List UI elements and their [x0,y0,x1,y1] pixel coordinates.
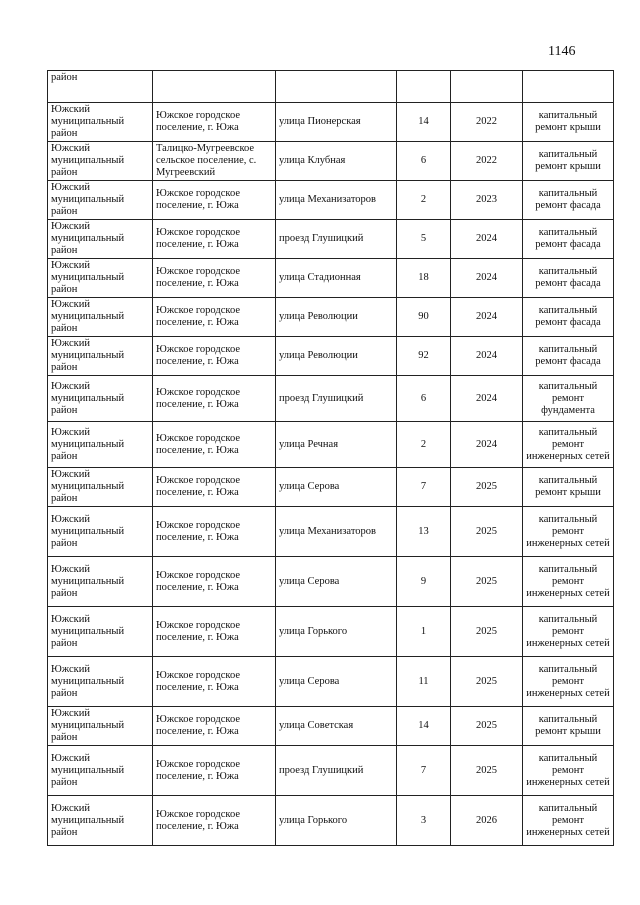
settlement-cell: Южское городское поселение, г. Южа [153,103,276,142]
district-cell: Южский муниципальный район [48,796,153,846]
house-number-cell: 18 [397,259,451,298]
repair-schedule-table [47,70,614,846]
table-row [48,142,614,181]
table-row [48,376,614,422]
street-cell: улица Горького [276,607,397,657]
house-number-cell: 5 [397,220,451,259]
table-row [48,707,614,746]
district-cell: Южский муниципальный район [48,507,153,557]
settlement-cell: Южское городское поселение, г. Южа [153,468,276,507]
continued-row [48,71,614,103]
house-number-cell: 13 [397,507,451,557]
street-cell: улица Горького [276,796,397,846]
house-number-cell: 7 [397,468,451,507]
year-cell: 2024 [451,422,523,468]
settlement-cell: Южское городское поселение, г. Южа [153,298,276,337]
year-cell: 2024 [451,220,523,259]
street-cell: улица Революции [276,298,397,337]
table-row [48,557,614,607]
settlement-cell: Южское городское поселение, г. Южа [153,796,276,846]
table-row [48,337,614,376]
district-cell: Южский муниципальный район [48,220,153,259]
street-cell: проезд Глушицкий [276,220,397,259]
work-type-cell: капитальный ремонт фасада [523,259,614,298]
district-cell: Южский муниципальный район [48,103,153,142]
street-cell: улица Советская [276,707,397,746]
year-cell: 2025 [451,607,523,657]
district-cell: Южский муниципальный район [48,657,153,707]
empty-cell [276,71,397,103]
year-cell: 2025 [451,507,523,557]
work-type-cell: капитальный ремонт фасада [523,337,614,376]
street-cell: улица Стадионная [276,259,397,298]
house-number-cell: 90 [397,298,451,337]
street-cell: проезд Глушицкий [276,746,397,796]
settlement-cell: Южское городское поселение, г. Южа [153,259,276,298]
street-cell: улица Речная [276,422,397,468]
district-cell: Южский муниципальный район [48,707,153,746]
district-cell: Южский муниципальный район [48,557,153,607]
work-type-cell: капитальный ремонт фасада [523,181,614,220]
work-type-cell: капитальный ремонт инженерных сетей [523,507,614,557]
table-row [48,422,614,468]
settlement-cell: Южское городское поселение, г. Южа [153,557,276,607]
settlement-cell: Южское городское поселение, г. Южа [153,181,276,220]
district-cell: район [48,71,153,103]
table-row [48,507,614,557]
street-cell: улица Революции [276,337,397,376]
house-number-cell: 6 [397,376,451,422]
work-type-cell: капитальный ремонт инженерных сетей [523,422,614,468]
table-row [48,746,614,796]
table-row [48,607,614,657]
work-type-cell: капитальный ремонт фасада [523,220,614,259]
empty-cell [153,71,276,103]
house-number-cell: 7 [397,746,451,796]
street-cell: улица Серова [276,468,397,507]
house-number-cell: 6 [397,142,451,181]
settlement-cell: Южское городское поселение, г. Южа [153,220,276,259]
district-cell: Южский муниципальный район [48,298,153,337]
settlement-cell: Талицко-Мугреевское сельское поселение, с. Мугреевский [153,142,276,181]
district-cell: Южский муниципальный район [48,376,153,422]
district-cell: Южский муниципальный район [48,337,153,376]
district-cell: Южский муниципальный район [48,259,153,298]
year-cell: 2025 [451,468,523,507]
page-number: 1146 [548,44,576,59]
work-type-cell: капитальный ремонт фундамента [523,376,614,422]
work-type-cell: капитальный ремонт крыши [523,468,614,507]
year-cell: 2025 [451,746,523,796]
house-number-cell: 92 [397,337,451,376]
year-cell: 2023 [451,181,523,220]
street-cell: улица Механизаторов [276,507,397,557]
street-cell: улица Пионерская [276,103,397,142]
table-row [48,259,614,298]
house-number-cell: 14 [397,103,451,142]
work-type-cell: капитальный ремонт инженерных сетей [523,607,614,657]
house-number-cell: 11 [397,657,451,707]
year-cell: 2025 [451,557,523,607]
house-number-cell: 3 [397,796,451,846]
district-cell: Южский муниципальный район [48,181,153,220]
house-number-cell: 9 [397,557,451,607]
empty-cell [451,71,523,103]
year-cell: 2024 [451,337,523,376]
table-row [48,657,614,707]
table-row [48,468,614,507]
year-cell: 2024 [451,376,523,422]
work-type-cell: капитальный ремонт инженерных сетей [523,746,614,796]
street-cell: улица Механизаторов [276,181,397,220]
work-type-cell: капитальный ремонт фасада [523,298,614,337]
work-type-cell: капитальный ремонт инженерных сетей [523,657,614,707]
settlement-cell: Южское городское поселение, г. Южа [153,607,276,657]
district-cell: Южский муниципальный район [48,607,153,657]
year-cell: 2022 [451,142,523,181]
district-cell: Южский муниципальный район [48,468,153,507]
settlement-cell: Южское городское поселение, г. Южа [153,507,276,557]
year-cell: 2026 [451,796,523,846]
street-cell: улица Серова [276,657,397,707]
year-cell: 2024 [451,298,523,337]
street-cell: проезд Глушицкий [276,376,397,422]
table-row [48,796,614,846]
table-row [48,103,614,142]
work-type-cell: капитальный ремонт крыши [523,707,614,746]
settlement-cell: Южское городское поселение, г. Южа [153,337,276,376]
settlement-cell: Южское городское поселение, г. Южа [153,422,276,468]
work-type-cell: капитальный ремонт крыши [523,103,614,142]
house-number-cell: 2 [397,181,451,220]
table-body [48,71,614,846]
district-cell: Южский муниципальный район [48,746,153,796]
street-cell: улица Клубная [276,142,397,181]
table-row [48,298,614,337]
year-cell: 2022 [451,103,523,142]
year-cell: 2024 [451,259,523,298]
empty-cell [523,71,614,103]
house-number-cell: 14 [397,707,451,746]
district-cell: Южский муниципальный район [48,142,153,181]
empty-cell [397,71,451,103]
street-cell: улица Серова [276,557,397,607]
settlement-cell: Южское городское поселение, г. Южа [153,657,276,707]
table-row [48,220,614,259]
settlement-cell: Южское городское поселение, г. Южа [153,746,276,796]
house-number-cell: 1 [397,607,451,657]
table-row [48,181,614,220]
year-cell: 2025 [451,657,523,707]
settlement-cell: Южское городское поселение, г. Южа [153,707,276,746]
year-cell: 2025 [451,707,523,746]
work-type-cell: капитальный ремонт крыши [523,142,614,181]
settlement-cell: Южское городское поселение, г. Южа [153,376,276,422]
work-type-cell: капитальный ремонт инженерных сетей [523,796,614,846]
district-cell: Южский муниципальный район [48,422,153,468]
house-number-cell: 2 [397,422,451,468]
work-type-cell: капитальный ремонт инженерных сетей [523,557,614,607]
